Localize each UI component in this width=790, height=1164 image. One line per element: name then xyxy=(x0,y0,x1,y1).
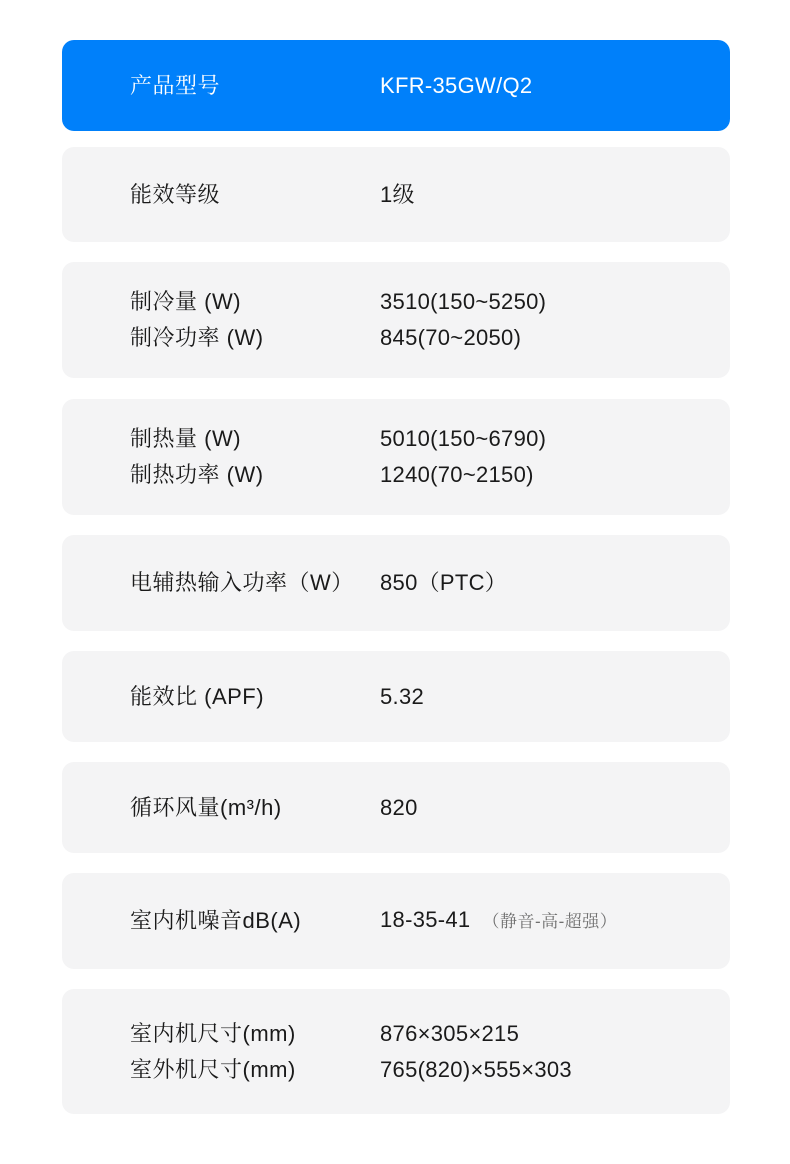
value-text: 3510(150~5250) xyxy=(380,289,547,314)
spec-row-value xyxy=(380,565,507,601)
spec-row-label xyxy=(130,1016,296,1088)
spec-row-dimensions xyxy=(62,989,730,1114)
spec-row-cooling xyxy=(62,262,730,378)
header-label-text: 产品型号 xyxy=(130,72,221,98)
spec-row-label xyxy=(130,177,220,213)
value-note-text: （静音-高-超强） xyxy=(482,912,618,931)
spec-header-value xyxy=(380,68,532,104)
label-text: 制热量 (W) xyxy=(130,426,242,451)
value-text: 1240(70~2150) xyxy=(380,462,534,487)
value-text: 5.32 xyxy=(380,683,425,709)
spec-row-value xyxy=(380,421,546,493)
value-text: 5010(150~6790) xyxy=(380,426,547,451)
label-text: 室内机尺寸(mm) xyxy=(130,1020,296,1046)
label-text: 循环风量(m³/h) xyxy=(130,794,282,820)
label-text: 电辅热输入功率（W） xyxy=(130,570,354,595)
value-text: 820 xyxy=(380,794,418,820)
spec-row-value xyxy=(380,902,617,940)
product-spec-table xyxy=(62,0,730,1114)
label-text: 制热功率 (W) xyxy=(130,462,264,487)
value-text: 850（PTC） xyxy=(380,570,508,595)
label-text: 室内机噪音dB(A) xyxy=(130,908,302,933)
label-text: 室外机尺寸(mm) xyxy=(130,1056,296,1082)
value-with-note xyxy=(380,902,617,940)
spec-row-value xyxy=(380,679,424,715)
spec-row-apf xyxy=(62,651,730,742)
value-text: 876×305×215 xyxy=(380,1020,520,1046)
spec-row-value xyxy=(380,177,415,213)
spec-row-heating xyxy=(62,399,730,515)
spec-row-value xyxy=(380,284,546,356)
spec-row-label xyxy=(130,565,354,601)
value-text: 845(70~2050) xyxy=(380,325,522,350)
spec-row-value xyxy=(380,1016,572,1088)
label-text: 制冷功率 (W) xyxy=(130,325,264,350)
spec-row-label xyxy=(130,284,264,356)
spec-row-aux-heater-power xyxy=(62,535,730,631)
spec-row-airflow xyxy=(62,762,730,853)
spec-header-label xyxy=(130,68,220,104)
spec-row-label xyxy=(130,679,264,715)
product-model-text: KFR-35GW/Q2 xyxy=(380,72,533,98)
spec-row-label xyxy=(130,903,301,939)
spec-row-energy-grade xyxy=(62,147,730,242)
value-text: 765(820)×555×303 xyxy=(380,1056,572,1082)
value-text: 18-35-41 xyxy=(380,907,471,932)
spec-header-row xyxy=(62,40,730,131)
label-text: 能效等级 xyxy=(130,181,221,207)
label-text: 能效比 (APF) xyxy=(130,683,265,709)
spec-row-value xyxy=(380,790,418,826)
spec-row-noise xyxy=(62,873,730,969)
spec-row-label xyxy=(130,421,264,493)
spec-row-label xyxy=(130,790,282,826)
label-text: 制冷量 (W) xyxy=(130,289,242,314)
value-text: 1级 xyxy=(380,181,415,207)
